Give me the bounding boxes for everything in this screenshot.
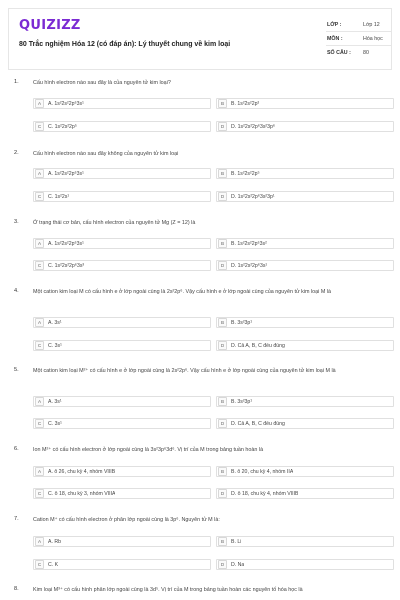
question-text: Cấu hình electron nào sau đây không của nguyên tử kim loại <box>33 151 179 157</box>
option-text: D. ô 18, chu kỳ 4, nhóm VIIIB <box>231 490 299 497</box>
option-text: C. ô 18, chu kỳ 3, nhóm VIIIA <box>48 490 116 497</box>
option-letter: B <box>218 467 227 476</box>
option-letter: A <box>35 318 44 327</box>
option-text: B. Li <box>231 538 242 545</box>
option-b[interactable] <box>216 168 394 179</box>
option-letter: A <box>35 397 44 406</box>
option-letter: B <box>218 99 227 108</box>
option-text: B. 3s²3p¹ <box>231 398 253 405</box>
meta-value: 80 <box>363 50 369 56</box>
option-letter: A <box>35 239 44 248</box>
question-number: 7. <box>14 516 19 522</box>
option-b[interactable] <box>216 536 394 547</box>
option-text: A. 1s²2s²2p⁶3s¹ <box>48 170 84 177</box>
question-number: 2. <box>14 150 19 156</box>
option-a[interactable] <box>33 168 211 179</box>
option-a[interactable] <box>33 466 211 477</box>
option-letter: A <box>35 99 44 108</box>
option-text: D. 1s²2s²2p⁶3s¹ <box>231 262 268 269</box>
option-letter: C <box>35 192 44 201</box>
option-letter: C <box>35 560 44 569</box>
document-header <box>8 8 392 70</box>
question-text: Một cation kim loại M có cấu hình e ở lớp ngoài cùng là 2s²2p⁶. Vậy cấu hình e ở lớp ngoài cùng của nguyên tử kim loại M là <box>33 289 332 295</box>
question-text: Một cation kim loại M²⁺ có cấu hình e ở lớp ngoài cùng là 2s²2p⁶. Vậy cấu hình e ở lớp ngoài cùng của nguyên tử kim loại M là <box>33 368 336 374</box>
option-d[interactable] <box>216 488 394 499</box>
option-letter: D <box>218 341 227 350</box>
option-a[interactable] <box>33 317 211 328</box>
option-letter: D <box>218 122 227 131</box>
question-text: Kim loại M³⁺ có cấu hình phân lớp ngoài cùng là 3d⁵. Vị trí của M trong bảng tuần hoàn các nguyên tố hóa học là <box>33 587 303 593</box>
option-letter: D <box>218 489 227 498</box>
question-number: 8. <box>14 586 19 592</box>
option-b[interactable] <box>216 238 394 249</box>
meta-row-count <box>326 46 392 60</box>
option-c[interactable] <box>33 121 211 132</box>
question-number: 6. <box>14 446 19 452</box>
option-text: C. K <box>48 561 59 568</box>
meta-table <box>326 18 392 60</box>
option-text: C. 3s¹ <box>48 342 62 349</box>
option-letter: D <box>218 560 227 569</box>
option-letter: B <box>218 537 227 546</box>
question-number: 5. <box>14 367 19 373</box>
option-text: C. 1s²2s²2p⁵ <box>48 123 77 130</box>
option-b[interactable] <box>216 466 394 477</box>
quizizz-logo: QUIZIZZ <box>19 18 81 33</box>
meta-row-class <box>326 18 392 32</box>
option-letter: B <box>218 169 227 178</box>
meta-row-subject <box>326 32 392 46</box>
option-a[interactable] <box>33 536 211 547</box>
option-text: D. 1s²2s²2p⁶3s²3p¹ <box>231 193 275 200</box>
question-text: Cấu hình electron nào sau đây là của nguyên tử kim loại? <box>33 80 171 86</box>
option-d[interactable] <box>216 340 394 351</box>
option-text: C. 3s¹ <box>48 420 62 427</box>
question-number: 3. <box>14 219 19 225</box>
option-a[interactable] <box>33 98 211 109</box>
option-letter: D <box>218 261 227 270</box>
option-letter: D <box>218 192 227 201</box>
option-b[interactable] <box>216 317 394 328</box>
document-title: 80 Trắc nghiệm Hóa 12 (có đáp án): Lý thuyết chung về kim loại <box>19 41 231 48</box>
option-letter: C <box>35 261 44 270</box>
option-text: A. Rb <box>48 538 61 545</box>
option-letter: C <box>35 341 44 350</box>
option-text: A. 1s²2s²2p⁶3s¹ <box>48 240 84 247</box>
option-d[interactable] <box>216 559 394 570</box>
question-number: 1. <box>14 79 19 85</box>
option-d[interactable] <box>216 418 394 429</box>
option-text: A. 1s²2s²2p⁶3s¹ <box>48 100 84 107</box>
option-text: B. ô 20, chu kỳ 4, nhóm IIA <box>231 468 294 475</box>
question-text: Ở trạng thái cơ bản, cấu hình electron của nguyên tử Mg (Z = 12) là <box>33 220 196 226</box>
meta-value: Lớp 12 <box>363 21 380 28</box>
option-b[interactable] <box>216 396 394 407</box>
question-text: Ion M²⁺ có cấu hình electron ở lớp ngoài cùng là 3s²3p⁶3d⁶. Vị trí của M trong bảng tuần hoàn là <box>33 447 264 453</box>
option-text: C. 1s²2s²2p⁶3s³ <box>48 262 85 269</box>
option-d[interactable] <box>216 191 394 202</box>
option-text: B. 1s²2s²2p³ <box>231 100 260 107</box>
option-text: D. 1s²2s²2p⁶3s²3p⁶ <box>231 123 276 130</box>
option-letter: B <box>218 318 227 327</box>
option-text: C. 1s²2s¹ <box>48 193 70 200</box>
option-text: B. 1s²2s²2p⁵ <box>231 170 260 177</box>
meta-key: SỐ CÂU : <box>327 50 351 56</box>
meta-value: Hóa học <box>363 35 383 42</box>
option-c[interactable] <box>33 260 211 271</box>
option-text: D. Na <box>231 561 245 568</box>
option-letter: C <box>35 489 44 498</box>
option-c[interactable] <box>33 488 211 499</box>
option-c[interactable] <box>33 559 211 570</box>
option-text: D. Cả A, B, C đều đúng <box>231 342 285 349</box>
question-text: Cation M⁺ có cấu hình electron ở phân lớp ngoài cùng là 3p⁶. Nguyên tử M là: <box>33 517 220 523</box>
option-c[interactable] <box>33 418 211 429</box>
option-a[interactable] <box>33 238 211 249</box>
option-text: B. 3s²3p¹ <box>231 319 253 326</box>
option-text: D. Cả A, B, C đều đúng <box>231 420 285 427</box>
option-text: B. 1s²2s²2p⁶3s² <box>231 240 267 247</box>
option-letter: C <box>35 419 44 428</box>
option-c[interactable] <box>33 340 211 351</box>
meta-key: MÔN : <box>327 35 343 42</box>
option-b[interactable] <box>216 98 394 109</box>
option-letter: C <box>35 122 44 131</box>
option-letter: D <box>218 419 227 428</box>
option-c[interactable] <box>33 191 211 202</box>
meta-key: LỚP : <box>327 21 342 28</box>
option-d[interactable] <box>216 260 394 271</box>
option-letter: A <box>35 467 44 476</box>
option-letter: A <box>35 537 44 546</box>
question-number: 4. <box>14 288 19 294</box>
option-text: A. 3s¹ <box>48 398 62 405</box>
option-text: A. ô 26, chu kỳ 4, nhóm VIIIB <box>48 468 116 475</box>
option-letter: B <box>218 239 227 248</box>
option-letter: A <box>35 169 44 178</box>
option-d[interactable] <box>216 121 394 132</box>
option-letter: B <box>218 397 227 406</box>
option-text: A. 3s¹ <box>48 319 62 326</box>
option-a[interactable] <box>33 396 211 407</box>
